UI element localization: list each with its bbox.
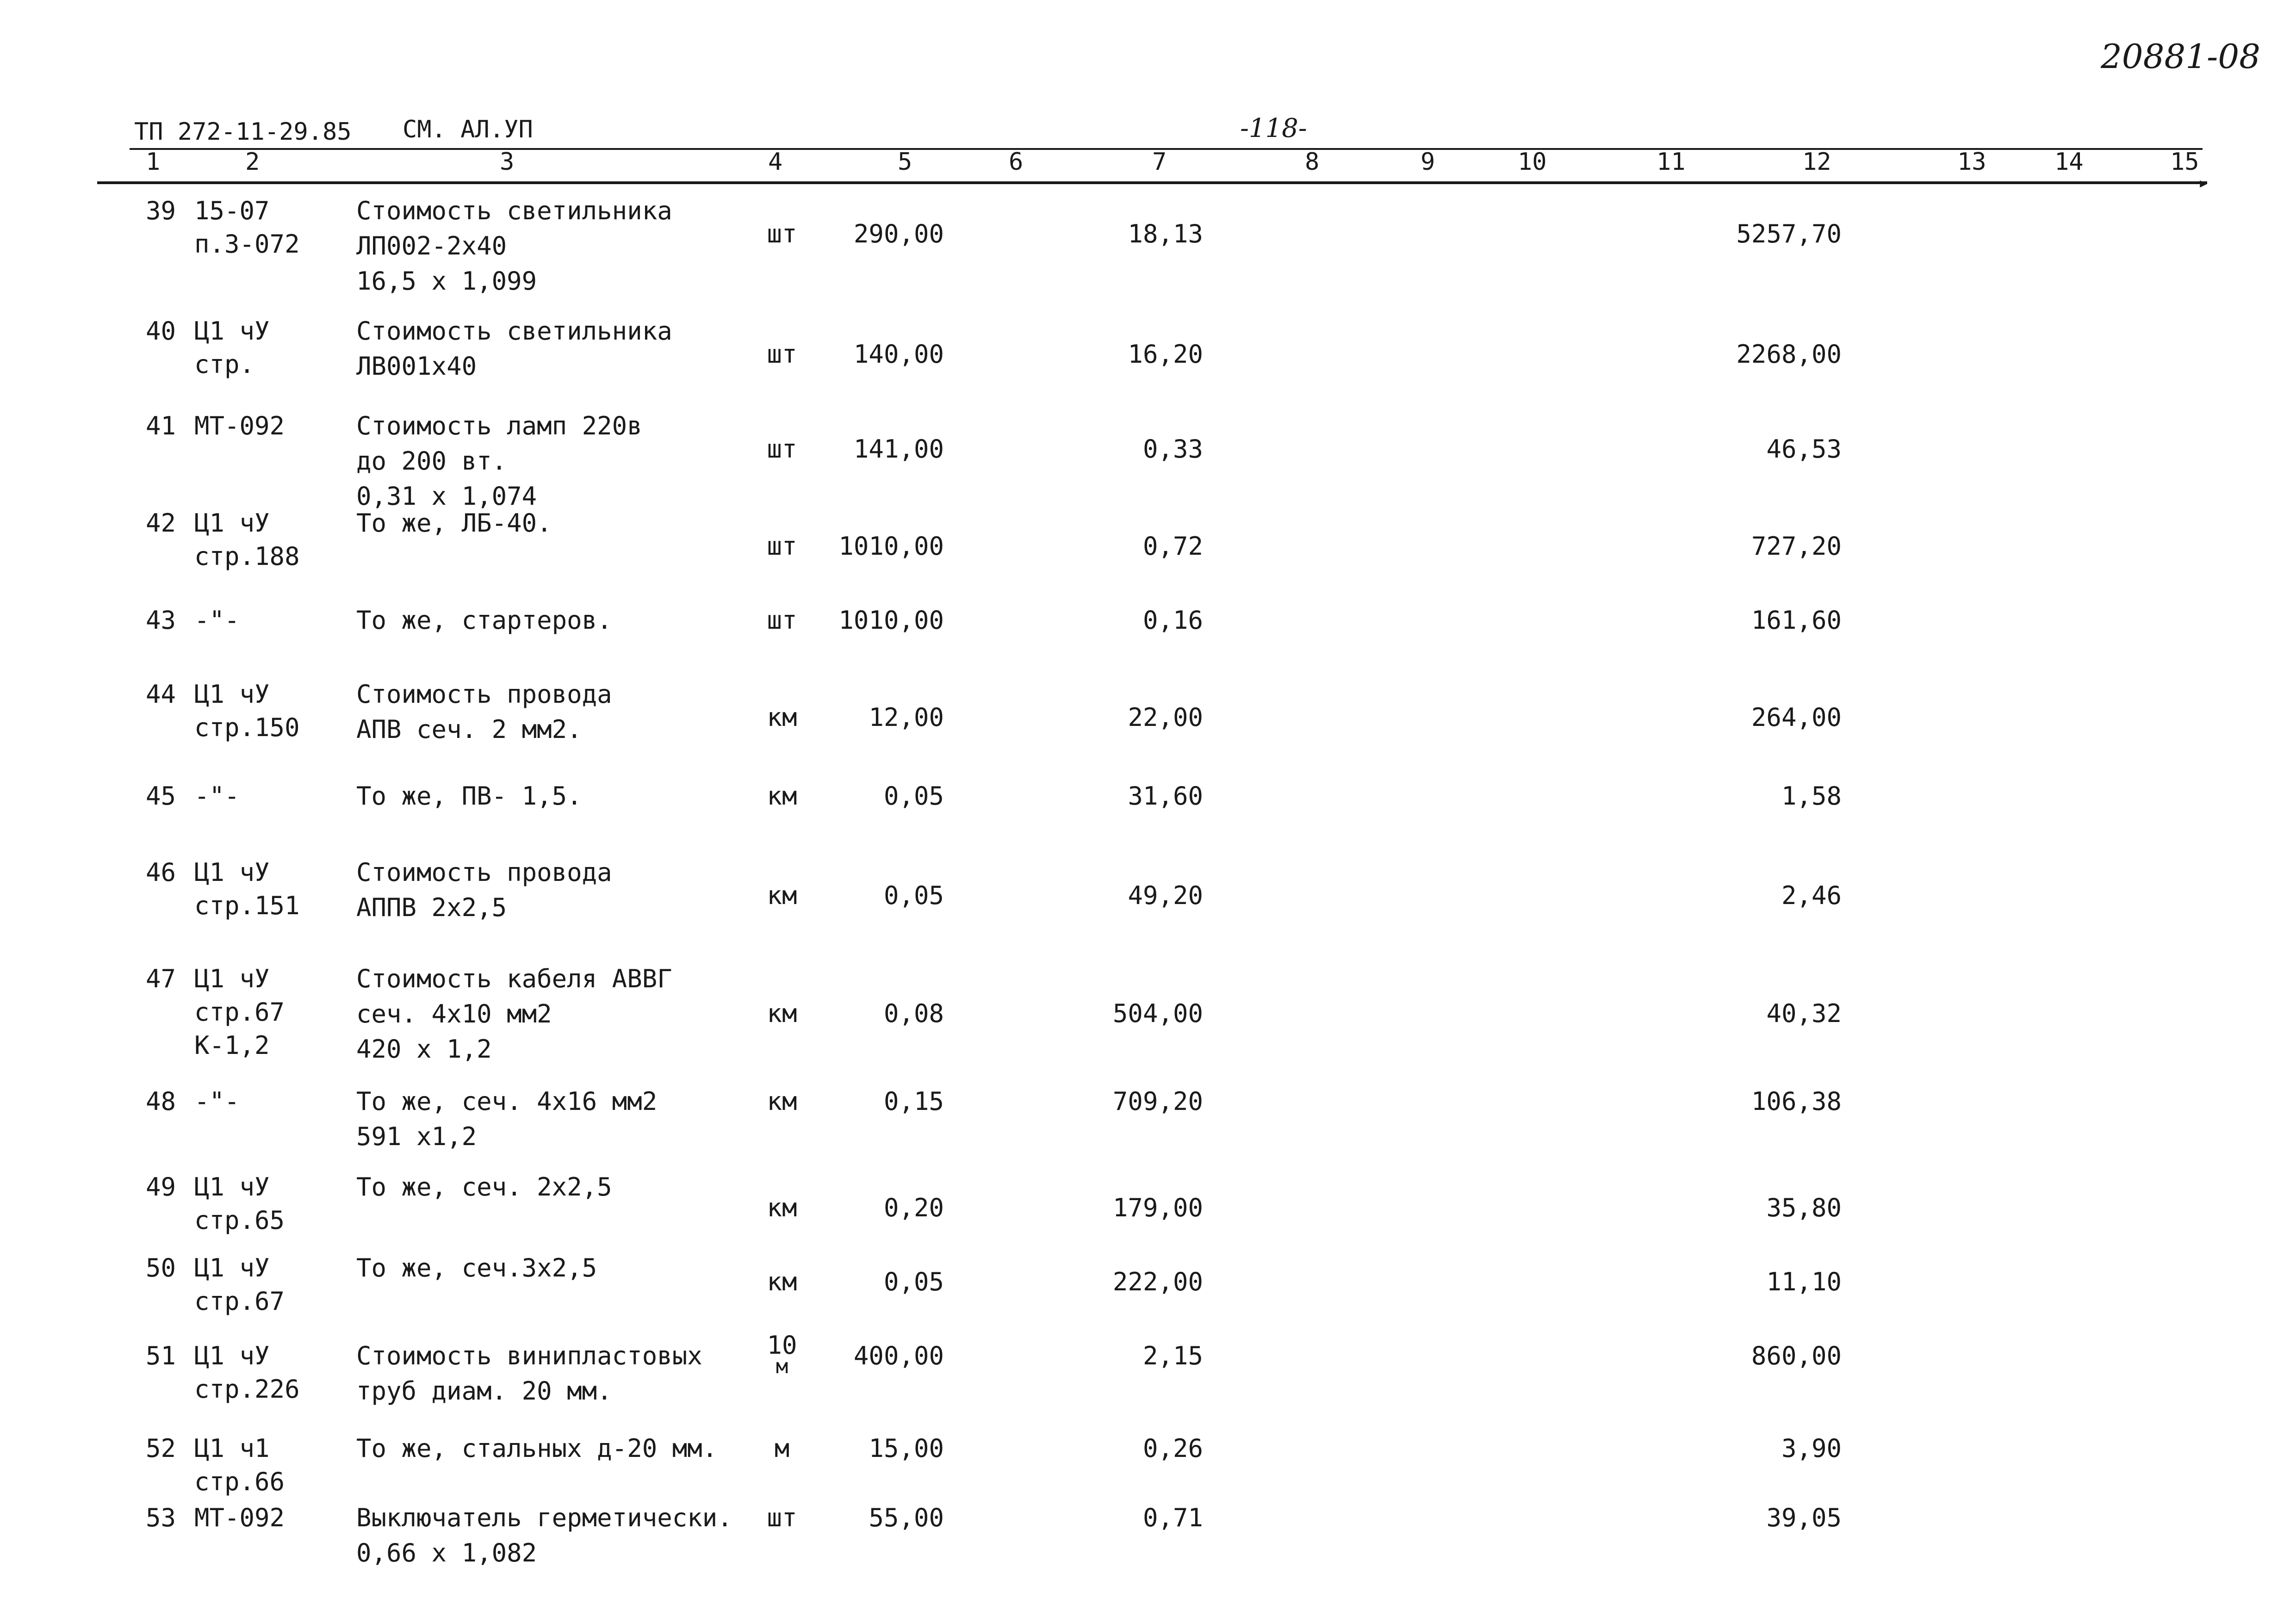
- row-number: 49: [145, 1172, 176, 1202]
- item-name: То же, стартеров.: [356, 606, 612, 635]
- item-name: То же, сеч. 4х16 мм2: [356, 1087, 658, 1116]
- item-name: То же, стальных д-20 мм.: [356, 1434, 718, 1463]
- total-cost: 3,90: [1781, 1434, 1842, 1463]
- total-cost: 11,10: [1766, 1267, 1842, 1296]
- item-name: труб диам. 20 мм.: [356, 1376, 612, 1406]
- item-name: ЛВ001х40: [356, 352, 477, 381]
- unit: км: [767, 1267, 797, 1296]
- price-code: Ц1 чУ: [194, 508, 270, 538]
- total-cost: 40,32: [1766, 999, 1842, 1028]
- price-code: МТ-092: [194, 411, 285, 440]
- total-cost: 2268,00: [1736, 340, 1842, 369]
- total-cost: 161,60: [1751, 606, 1842, 635]
- item-name: Стоимость провода: [356, 680, 612, 709]
- quantity: 0,20: [883, 1193, 944, 1222]
- row-number: 45: [145, 781, 176, 811]
- item-name: АПВ сеч. 2 мм2.: [356, 715, 582, 744]
- unit-price: 22,00: [1128, 703, 1203, 732]
- sheet-reference: СМ. АЛ.УП: [403, 116, 533, 143]
- quantity: 0,08: [883, 999, 944, 1028]
- unit-price: 18,13: [1128, 219, 1203, 248]
- unit-price: 31,60: [1128, 781, 1203, 811]
- total-cost: 727,20: [1751, 532, 1842, 561]
- column-number-13: 13: [1957, 148, 1986, 176]
- unit-price: 0,72: [1142, 532, 1203, 561]
- quantity: 140,00: [853, 340, 944, 369]
- quantity: 12,00: [869, 703, 944, 732]
- item-name: 16,5 х 1,099: [356, 266, 537, 296]
- total-cost: 1,58: [1781, 781, 1842, 811]
- total-cost: 46,53: [1766, 434, 1842, 464]
- item-name: 0,31 х 1,074: [356, 482, 537, 511]
- column-number-5: 5: [898, 148, 912, 176]
- price-code: стр.67: [194, 997, 285, 1027]
- quantity: 15,00: [869, 1434, 944, 1463]
- row-number: 52: [145, 1434, 176, 1463]
- item-name: 420 х 1,2: [356, 1035, 492, 1064]
- unit: км: [767, 781, 797, 811]
- unit-price: 179,00: [1112, 1193, 1203, 1222]
- price-code: стр.: [194, 350, 255, 379]
- total-cost: 39,05: [1766, 1503, 1842, 1532]
- unit-price: 0,26: [1142, 1434, 1203, 1463]
- total-cost: 860,00: [1751, 1341, 1842, 1370]
- item-name: сеч. 4х10 мм2: [356, 999, 552, 1028]
- total-cost: 264,00: [1751, 703, 1842, 732]
- header-bottom-rule: [97, 181, 2207, 184]
- quantity: 0,05: [883, 781, 944, 811]
- price-code: -"-: [194, 606, 240, 635]
- price-code: стр.188: [194, 542, 300, 571]
- unit-price: 222,00: [1112, 1267, 1203, 1296]
- unit: шт: [767, 1503, 797, 1532]
- price-code: стр.150: [194, 713, 300, 742]
- row-number: 46: [145, 858, 176, 887]
- unit-price: 504,00: [1112, 999, 1203, 1028]
- column-number-2: 2: [245, 148, 260, 176]
- price-code: К-1,2: [194, 1031, 270, 1060]
- row-number: 39: [145, 196, 176, 225]
- archive-stamp: 20881-08: [2101, 37, 2260, 76]
- item-name: Стоимость провода: [356, 858, 612, 887]
- price-code: МТ-092: [194, 1503, 285, 1532]
- item-name: Стоимость светильника: [356, 196, 672, 225]
- quantity: 1010,00: [838, 606, 944, 635]
- column-number-3: 3: [500, 148, 515, 176]
- doc-code: ТП 272-11-29.85: [134, 118, 352, 146]
- row-number: 41: [145, 411, 176, 440]
- unit: км: [767, 999, 797, 1028]
- price-code: Ц1 чУ: [194, 316, 270, 346]
- unit: м: [774, 1434, 790, 1463]
- quantity: 290,00: [853, 219, 944, 248]
- item-name: 591 х1,2: [356, 1122, 477, 1151]
- column-number-9: 9: [1421, 148, 1435, 176]
- unit: км: [767, 1193, 797, 1222]
- unit-price: 2,15: [1142, 1341, 1203, 1370]
- row-number: 40: [145, 316, 176, 346]
- rule-arrow-icon: ▸: [2198, 172, 2209, 193]
- price-code: -"-: [194, 781, 240, 811]
- price-code: Ц1 чУ: [194, 1172, 270, 1202]
- price-code: -"-: [194, 1087, 240, 1116]
- unit-price: 709,20: [1112, 1087, 1203, 1116]
- column-number-8: 8: [1305, 148, 1320, 176]
- row-number: 47: [145, 964, 176, 993]
- price-code: Ц1 ч1: [194, 1434, 270, 1463]
- price-code: Ц1 чУ: [194, 1253, 270, 1282]
- column-number-15: 15: [2170, 148, 2199, 176]
- item-name: То же, ПВ- 1,5.: [356, 781, 582, 811]
- row-number: 53: [145, 1503, 176, 1532]
- quantity: 0,05: [883, 1267, 944, 1296]
- row-number: 44: [145, 680, 176, 709]
- price-code: стр.151: [194, 891, 300, 920]
- item-name: ЛП002-2х40: [356, 231, 507, 260]
- price-code: стр.226: [194, 1375, 300, 1404]
- unit: шт: [767, 340, 797, 369]
- unit: шт: [767, 606, 797, 635]
- total-cost: 106,38: [1751, 1087, 1842, 1116]
- quantity: 400,00: [853, 1341, 944, 1370]
- total-cost: 2,46: [1781, 881, 1842, 910]
- price-code: Ц1 чУ: [194, 680, 270, 709]
- item-name: Стоимость ламп 220в: [356, 411, 642, 440]
- unit-price: 16,20: [1128, 340, 1203, 369]
- item-name: 0,66 х 1,082: [356, 1538, 537, 1567]
- price-code: стр.65: [194, 1206, 285, 1235]
- row-number: 42: [145, 508, 176, 538]
- row-number: 48: [145, 1087, 176, 1116]
- item-name: То же, сеч.3х2,5: [356, 1253, 597, 1282]
- column-number-7: 7: [1152, 148, 1167, 176]
- item-name: То же, сеч. 2х2,5: [356, 1172, 612, 1202]
- column-number-4: 4: [768, 148, 783, 176]
- row-number: 51: [145, 1341, 176, 1370]
- price-code: п.3-072: [194, 229, 300, 259]
- unit: шт: [767, 532, 797, 561]
- column-number-11: 11: [1657, 148, 1686, 176]
- total-cost: 35,80: [1766, 1193, 1842, 1222]
- price-code: Ц1 чУ: [194, 858, 270, 887]
- item-name: Стоимость кабеля АВВГ: [356, 964, 672, 993]
- quantity: 141,00: [853, 434, 944, 464]
- row-number: 43: [145, 606, 176, 635]
- price-code: Ц1 чУ: [194, 964, 270, 993]
- item-name: То же, ЛБ-40.: [356, 508, 552, 538]
- column-number-12: 12: [1802, 148, 1831, 176]
- column-number-10: 10: [1518, 148, 1547, 176]
- item-name: Стоимость светильника: [356, 316, 672, 346]
- quantity: 0,05: [883, 881, 944, 910]
- unit-price: 49,20: [1128, 881, 1203, 910]
- price-code: 15-07: [194, 196, 270, 225]
- item-name: Выключатель герметически.: [356, 1503, 732, 1532]
- unit: км: [767, 1087, 797, 1116]
- unit: км: [767, 881, 797, 910]
- unit: 10 м: [767, 1331, 797, 1378]
- item-name: Стоимость винипластовых: [356, 1341, 702, 1370]
- row-number: 50: [145, 1253, 176, 1282]
- item-name: АППВ 2х2,5: [356, 893, 507, 922]
- quantity: 1010,00: [838, 532, 944, 561]
- total-cost: 5257,70: [1736, 219, 1842, 248]
- price-code: Ц1 чУ: [194, 1341, 270, 1370]
- price-code: стр.67: [194, 1287, 285, 1316]
- unit-price: 0,33: [1142, 434, 1203, 464]
- column-number-14: 14: [2054, 148, 2084, 176]
- quantity: 0,15: [883, 1087, 944, 1116]
- item-name: до 200 вт.: [356, 446, 507, 476]
- unit: шт: [767, 219, 797, 248]
- unit: км: [767, 703, 797, 732]
- quantity: 55,00: [869, 1503, 944, 1532]
- page-number: -118-: [1240, 113, 1307, 143]
- column-number-6: 6: [1009, 148, 1024, 176]
- unit: шт: [767, 434, 797, 464]
- unit-price: 0,16: [1142, 606, 1203, 635]
- price-code: стр.66: [194, 1467, 285, 1496]
- column-number-1: 1: [146, 148, 161, 176]
- unit-price: 0,71: [1142, 1503, 1203, 1532]
